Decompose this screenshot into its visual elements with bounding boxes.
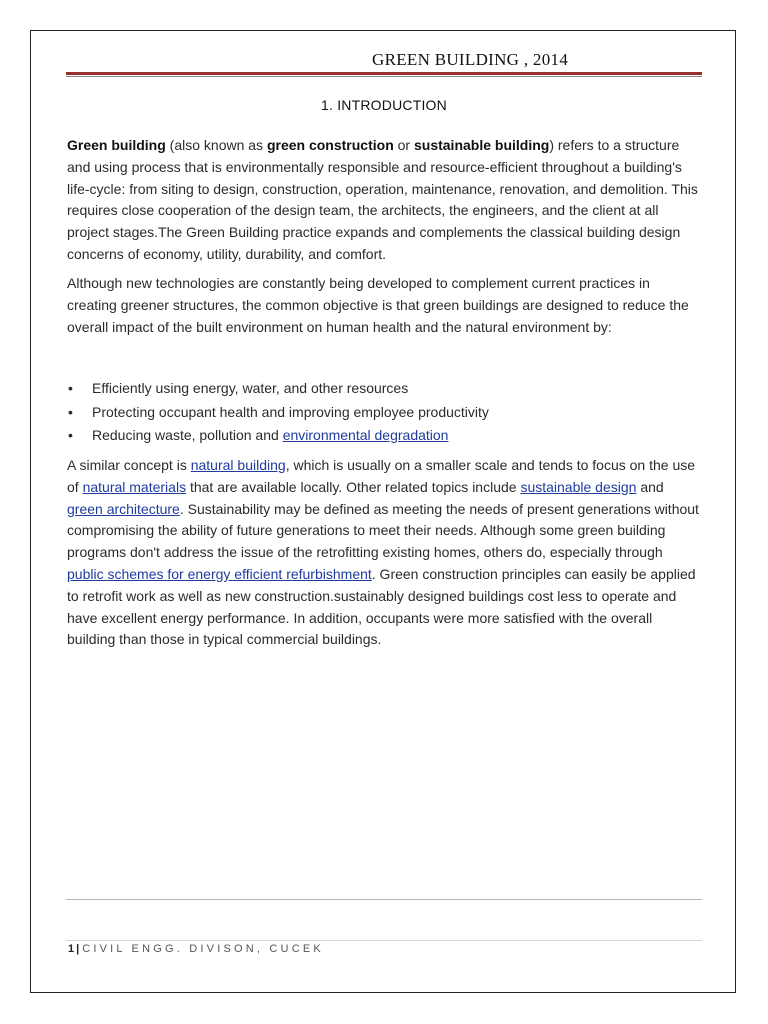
- paragraph-text: or: [393, 137, 414, 153]
- list-item-text: Reducing waste, pollution and: [92, 427, 283, 443]
- list-item-text: Efficiently using energy, water, and other resources: [92, 380, 409, 396]
- paragraph-text: (also known as: [165, 137, 267, 153]
- page-number: 1: [68, 943, 75, 955]
- page-footer: [68, 943, 324, 955]
- paragraph-text: and: [636, 478, 664, 495]
- paragraph-text: that are available locally. Other related topics include: [186, 478, 521, 495]
- paragraph-objective: [67, 273, 703, 338]
- document-header-title: GREEN BUILDING , 2014: [372, 50, 569, 69]
- link-environmental-degradation[interactable]: environmental degradation: [282, 427, 449, 443]
- term-green-building: Green building: [67, 137, 166, 153]
- paragraph-text: A similar concept is: [67, 457, 191, 473]
- link-public-schemes-energy-efficient-refurbishment[interactable]: public schemes for energy efficient refurbishment: [67, 565, 372, 582]
- list-item-text: Protecting occupant health and improving employee productivity: [92, 403, 489, 420]
- paragraph-intro: [67, 135, 703, 266]
- bullet-list: [67, 378, 703, 449]
- header-rule-gray: [66, 76, 702, 77]
- footer-separator: |: [76, 943, 80, 955]
- bullet-icon: •: [68, 380, 73, 396]
- paragraph-text: ) refers to a structure and using process that is environmentally responsible and resource-efficient throughout a building's life-cycle: from siting to design, construction, operation, maintenance, renovation, and demolition. This requires close cooperation of the design team, the architects, the engineers, and the client at all project stages.The Green Building practice expands and complements the classical building design concerns of economy, utility, durability, and comfort.: [67, 137, 698, 262]
- paragraph-text: Although new technologies are constantly being developed to complement current practices in creating greener structures, the common objective is that green buildings are designed to reduce the overall impact of the built environment on human health and the natural environment by:: [67, 275, 689, 335]
- footer-rule-light: [66, 940, 702, 941]
- paragraph-text: . Sustainability may be defined as meeting the needs of present generations without compromising the ability of future generations to meet their needs. Although some green building programs don't address the issue of the retrofitting existing homes, others do, especially through: [67, 500, 699, 561]
- link-natural-building[interactable]: natural building: [190, 457, 286, 473]
- link-green-architecture[interactable]: green architecture: [67, 500, 180, 517]
- link-sustainable-design[interactable]: sustainable design: [520, 478, 637, 495]
- paragraph-related-concepts: [67, 455, 703, 651]
- term-green-construction: green construction: [266, 137, 394, 153]
- section-heading: 1. INTRODUCTION: [321, 97, 447, 113]
- paragraph-text: . Green construction principles can easily be applied to retrofit work as well as new construction.sustainably designed buildings cost less to operate and have excellent energy performance. In addition, occupants were more satisfied with the overall building than those in typical commercial buildings.: [67, 565, 696, 648]
- list-item: [67, 425, 703, 449]
- bullet-icon: •: [68, 427, 73, 443]
- paragraph-text: , which is usually on a smaller scale and tends to focus on the use of: [67, 457, 696, 495]
- header-rule-red: [66, 72, 702, 75]
- term-sustainable-building: sustainable building: [413, 137, 550, 153]
- bullet-icon: •: [68, 403, 73, 420]
- list-item: [67, 378, 703, 402]
- list-item: [67, 402, 703, 426]
- footer-department: CIVIL ENGG. DIVISON, CUCEK: [82, 943, 324, 955]
- link-natural-materials[interactable]: natural materials: [82, 478, 187, 495]
- footer-rule: [66, 899, 702, 900]
